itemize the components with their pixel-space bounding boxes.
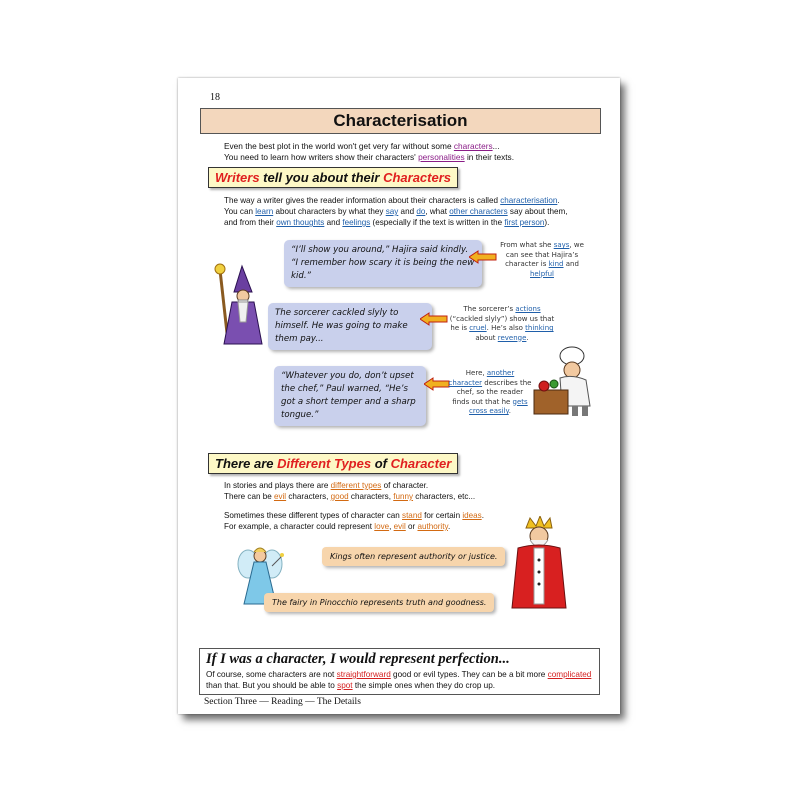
bubble-fairy: The fairy in Pinocchio represents truth and goodness. [264, 593, 494, 612]
page-title: Characterisation [333, 111, 468, 130]
summary-text: Of course, some characters are not straightforward good or evil types. They can be a bit more complicated than that. But you should be able to spot the simple ones when they do crop up. [206, 670, 592, 690]
keyword-characters: characters [453, 141, 493, 151]
bubble-kings: Kings often represent authority or justice. [322, 547, 505, 566]
king-illustration [508, 516, 570, 610]
section-heading-types: There are Different Types of Character [208, 453, 458, 474]
chef-illustration [532, 346, 602, 418]
note-chef: Here, another character describes the chef, so the reader finds out that he gets cross easily. [448, 369, 532, 415]
note-hajira: From what she says, we can see that Hajira’s character is kind and helpful [500, 241, 584, 278]
intro-text: Even the best plot in the world won't get very far without some characters... You need to learn how writers show their characters' personalities in their texts. [224, 141, 514, 162]
sorcerer-illustration [212, 262, 264, 346]
summary-box [199, 648, 600, 695]
title-bar [200, 108, 601, 134]
section-heading-writers: Writers tell you about their Characters [208, 167, 458, 188]
arrow-left-icon [424, 377, 450, 391]
summary-title: If I was a character, I would represent perfection... [206, 651, 510, 667]
page-footer: Section Three — Reading — The Details [204, 697, 361, 707]
characterisation-paragraph: The way a writer gives the reader information about their characters is called characterisation. You can learn about characters by what they say and do, what other characters say about them, and from their own thoughts and feelings (especially if the text is written in the first person). [224, 196, 568, 227]
speech-bubble-sorcerer: The sorcerer cackled slyly to himself. He was going to make them pay... [268, 303, 432, 350]
keyword-personalities: personalities [418, 152, 465, 162]
speech-bubble-hajira: “I’ll show you around,” Hajira said kindly. “I remember how scary it is being the new kid.” [284, 240, 482, 287]
arrow-left-icon [469, 250, 497, 264]
types-paragraph-2: Sometimes these different types of character can stand for certain ideas. For example, a character could represent love, evil or authority. [224, 511, 484, 531]
arrow-left-icon [420, 312, 448, 326]
speech-bubble-paul: “Whatever you do, don’t upset the chef,” Paul warned, “He’s got a short temper and a sharp tongue.” [274, 366, 426, 426]
note-sorcerer: The sorcerer’s actions (“cackled slyly”) show us that he is cruel. He’s also thinking about revenge. [449, 305, 555, 342]
page-number: 18 [210, 92, 220, 103]
types-paragraph-1: In stories and plays there are different types of character. There can be evil characters, good characters, funny characters, etc... [224, 481, 476, 501]
